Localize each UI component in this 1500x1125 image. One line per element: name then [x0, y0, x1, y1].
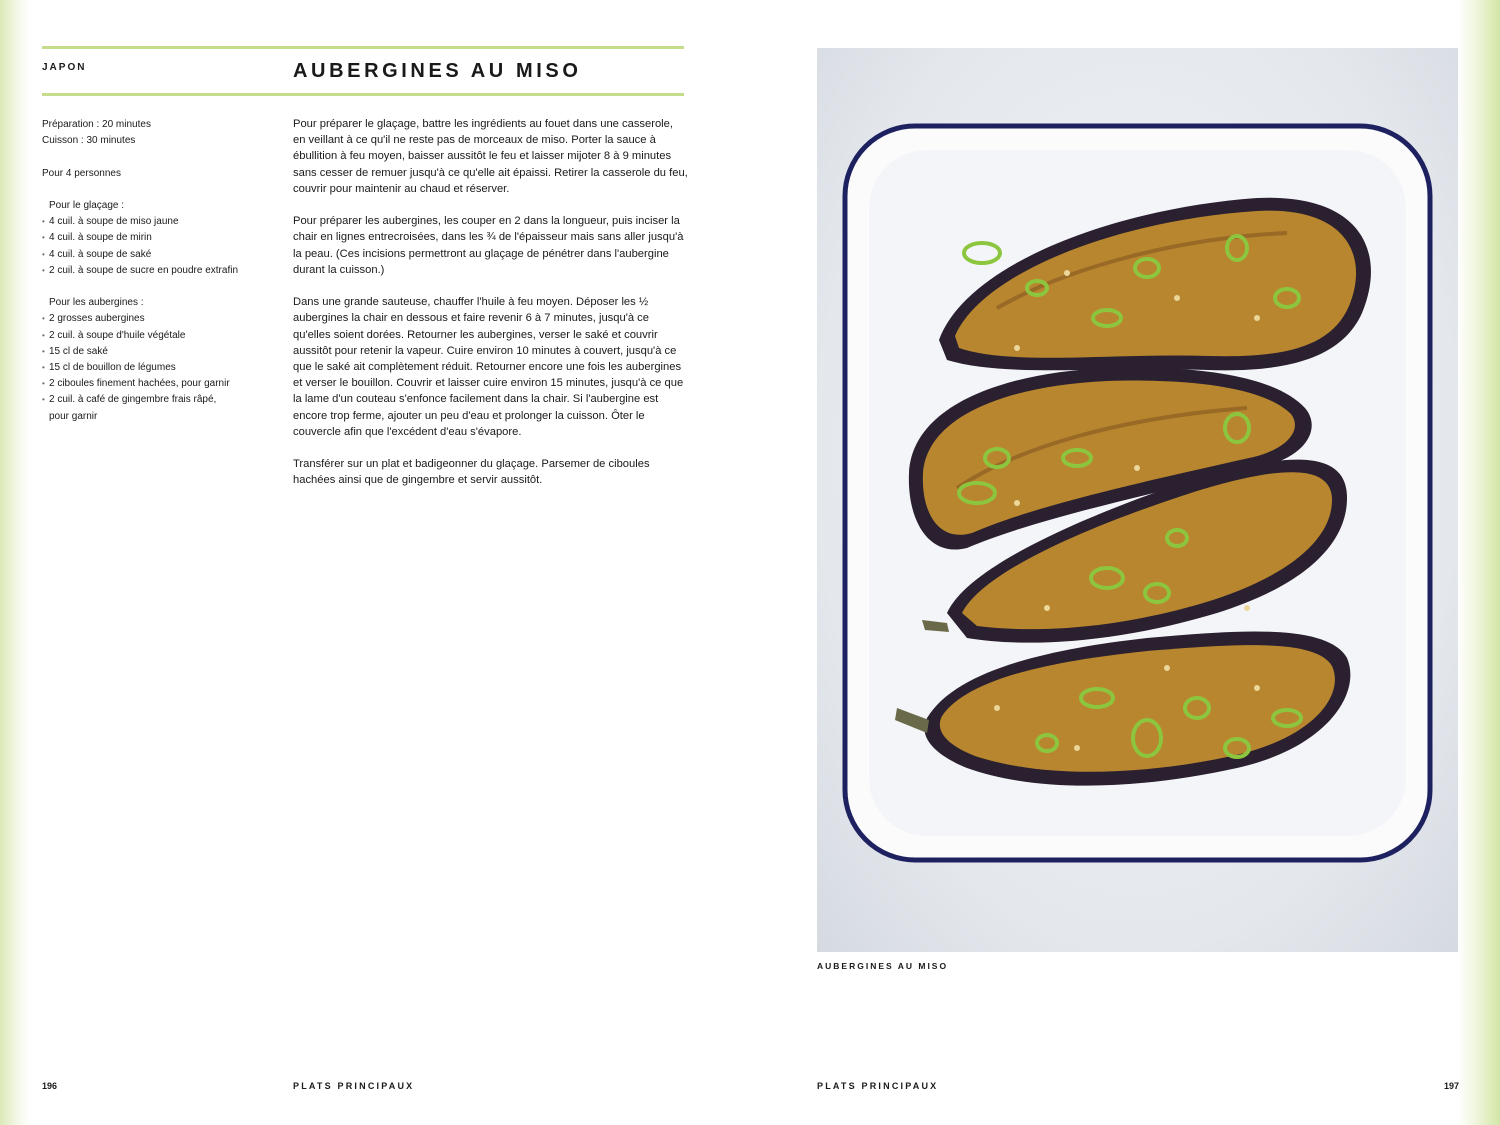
eggplant-heading: Pour les aubergines :: [49, 297, 144, 309]
header-rule-top: [42, 46, 684, 49]
eggplant-ingredient-list: [42, 311, 272, 424]
prep-time: Préparation : 20 minutes: [42, 119, 151, 130]
servings: Pour 4 personnes: [42, 167, 121, 179]
ingredient-item: • 15 cl de saké: [42, 344, 272, 360]
ingredient-item: • 4 cuil. à soupe de miso jaune: [42, 214, 272, 230]
method-paragraph: Transférer sur un plat et badigeonner du glaçage. Parsemer de ciboules hachées ainsi que de gingembre et servir aussitôt.: [293, 458, 650, 487]
ingredient-item: • 2 cuil. à café de gingembre frais râpé, pour garnir: [42, 392, 229, 424]
page-number-left: 196: [42, 1081, 58, 1091]
page-number-right: 197: [1444, 1081, 1460, 1091]
method-text: [293, 116, 688, 505]
ingredients-column: [42, 117, 272, 425]
cook-time: Cuisson : 30 minutes: [42, 135, 136, 147]
recipe-title: AUBERGINES AU MISO: [293, 60, 582, 82]
glaze-heading: Pour le glaçage :: [49, 199, 125, 211]
header-rule-bottom: [42, 93, 684, 96]
ingredient-item: • 15 cl de bouillon de légumes: [42, 360, 272, 376]
method-paragraph: Pour préparer les aubergines, les couper en 2 dans la longueur, puis inciser la chair en lignes entrecroisées, dans les ¾ de l'épaisseur mais sans aller jusqu'à la peau. (Ces incisions permettront au glaçage de pénétrer dans l'aubergine durant la cuisson.): [293, 215, 684, 276]
recipe-photo: [817, 48, 1458, 952]
recipe-country: JAPON: [42, 62, 87, 73]
page-edge-left: [0, 0, 30, 1125]
ingredient-item: • 2 grosses aubergines: [42, 311, 272, 327]
photo-caption: AUBERGINES AU MISO: [817, 961, 949, 971]
footer-section-left: PLATS PRINCIPAUX: [293, 1081, 415, 1091]
ingredient-item: • 4 cuil. à soupe de mirin: [42, 230, 272, 246]
ingredient-item: • 4 cuil. à soupe de saké: [42, 247, 272, 263]
ingredient-item: • 2 cuil. à soupe de sucre en poudre extrafin: [42, 263, 272, 279]
method-paragraph: Dans une grande sauteuse, chauffer l'huile à feu moyen. Déposer les ½ aubergines la chair en dessous et faire revenir 6 à 7 minutes, jusqu'à ce qu'elles soient dorées. Retourner les aubergines, verser le saké et couvrir aussitôt pour retenir la vapeur. Cuire environ 10 minutes à couvert, jusqu'à ce que le saké ait complètement réduit. Retourner encore une fois les aubergines et verser le bouillon. Couvrir et laisser cuire environ 15 minutes, jusqu'à ce que la lame d'un couteau s'enfonce facilement dans la chair. Si l'aubergine est encore trop ferme, ajouter un peu d'eau et prolonger la cuisson. Ôter le couvercle afin que l'excédent d'eau s'évapore.: [293, 296, 684, 438]
ingredient-item: • 2 cuil. à soupe d'huile végétale: [42, 328, 272, 344]
ingredient-item: • 2 ciboules finement hachées, pour garnir: [42, 376, 272, 392]
footer-section-right: PLATS PRINCIPAUX: [817, 1081, 939, 1091]
dish-illustration: [817, 48, 1458, 952]
page-edge-right: [1458, 0, 1500, 1125]
glaze-ingredient-list: [42, 214, 272, 279]
method-paragraph: Pour préparer le glaçage, battre les ingrédients au fouet dans une casserole, en veillant à ce qu'il ne reste pas de morceaux de miso. Porter la sauce à ébullition à feu moyen, baisser aussitôt le feu et laisser mijoter 8 à 9 minutes sans cesser de remuer jusqu'à ce qu'elle ait épaissi. Retirer la casserole du feu, couvrir pour maintenir au chaud et réserver.: [293, 118, 688, 195]
